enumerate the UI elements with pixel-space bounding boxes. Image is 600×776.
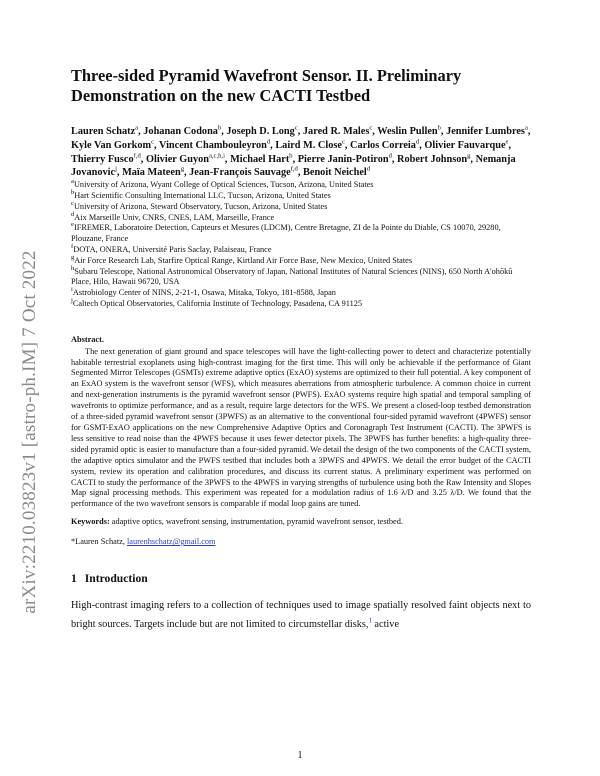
author-list: Lauren Schatz$^a$, Johanan Codona$^b$, Joseph D. Long$^c$, Jared R. Males$^c$, Weslin Pullen$^b$, Jennifer Lumbres$^a$, Kyle Van Gorkom$^c$, Vincent Chambouleyron$^d$, Laird M. Close$^c$, Carlos Correia$^d$, Olivier Fauvarque$^e$, Thierry Fusco$^{f,d}$, Olivier Guyon$^{a,c,h,i}$, Michael Hart$^b$, Pierre Janin-Potiron$^d$, Robert Johnson$^g$, Nemanja Jovanovic$^j$, Maïa Mateen$^g$, Jean-François Sauvage$^{f,d}$, Benoit Neichel$^d$ (71, 124, 531, 179)
affiliation-item (71, 191, 531, 202)
citation-link[interactable]: 1 (368, 617, 372, 625)
author-name: Olivier Fauvarque (424, 139, 506, 151)
affiliation-text: Subaru Telescope, National Astronomical Observatory of Japan, National Institutes of Natural Sciences (NINS), 650 North A'ohōkū Place, Hilo, Hawaii 96720, USA (71, 266, 513, 287)
affiliation-letter: d (71, 210, 75, 218)
author (122, 167, 184, 178)
affiliation-item (71, 288, 531, 299)
author-affiliation-marker: g (467, 152, 471, 160)
author-affiliation-marker: b (289, 152, 293, 160)
author-affiliation-marker: b (217, 124, 222, 132)
affiliation-list (71, 180, 531, 310)
author-affiliation-marker: g (180, 165, 184, 173)
keywords-label: Keywords: (71, 517, 110, 527)
correspondence (71, 537, 531, 548)
arxiv-stamp-text: arXiv:2210.03823v1 [astro-ph.IM] 7 Oct 2022 (19, 250, 40, 614)
author-name: Jennifer Lumbres (446, 126, 525, 137)
author-name: Michael Hart (230, 153, 290, 165)
affiliation-item (71, 245, 531, 256)
author-name: Jared R. Males (302, 126, 370, 137)
paper-title: Three-sided Pyramid Wavefront Sensor. II. Preliminary Demonstration on the new CACTI Testbed (71, 66, 462, 105)
author-name: Kyle Van Gorkom (71, 139, 152, 151)
author-name: Weslin Pullen (377, 126, 438, 137)
abstract (71, 335, 531, 511)
author-name: Maïa Mateen (122, 167, 181, 179)
affiliation-letter: j (71, 297, 73, 305)
author (226, 126, 297, 137)
affiliation-letter: g (71, 254, 75, 261)
intro-text-end: active (371, 618, 400, 630)
author (189, 167, 298, 178)
page-number: 1 (297, 750, 303, 761)
affiliation-text: Air Force Research Lab, Starfire Optical Range, Kirtland Air Force Base, New Mexico, United States (74, 255, 413, 265)
author-affiliation-marker: c (341, 138, 345, 146)
affiliation-letter: a (71, 178, 74, 186)
author-name: Pierre Janin-Potiron (297, 153, 389, 165)
author-name: Carlos Correia (350, 139, 416, 151)
intro-text-start: High-contrast imaging refers to a collection of techniques used to image spatially resolved faint objects next to bright sources. Targets include but are not limited to circumstellar disks, (71, 600, 531, 630)
paper-page (71, 66, 531, 634)
affiliation-text: Hart Scientific Consulting International LLC, Tucson, Arizona, United States (74, 190, 331, 200)
author (298, 154, 392, 165)
affiliation-item (71, 264, 531, 289)
affiliation-letter: f (71, 243, 74, 251)
affiliation-text: Caltech Optical Observatories, California Institute of Technology, Pasadena, CA 91125 (72, 298, 363, 308)
affiliation-letter: b (71, 189, 75, 197)
section-number: 1 (71, 572, 77, 586)
correspondence-email-link[interactable]: laurenhschatz@gmail.com (126, 537, 216, 547)
affiliation-text: Astrobiology Center of NINS, 2-21-1, Osawa, Mitaka, Tokyo, 181-8588, Japan (72, 288, 336, 298)
keywords-text: adaptive optics, wavefront sensing, instrumentation, pyramid wavefront sensor, testbed. (111, 517, 403, 527)
author-name: Benoit Neichel (303, 167, 367, 179)
author-affiliation-marker: f,d (133, 152, 141, 160)
affiliation-item (71, 256, 531, 267)
affiliation-text: University of Arizona, Wyant College of Optical Sciences, Tucson, Arizona, United States (73, 180, 374, 190)
author-affiliation-marker: c (151, 138, 155, 146)
intro-paragraph (71, 597, 531, 634)
affiliation-text: University of Arizona, Steward Observatory, Tucson, Arizona, United States (73, 201, 328, 211)
affiliation-letter: e (71, 221, 74, 229)
author (397, 154, 470, 165)
author-affiliation-marker: a,c,h,i (208, 152, 225, 160)
affiliation-letter: c (71, 200, 74, 208)
affiliation-letter: h (71, 264, 75, 272)
author-affiliation-marker: d (388, 152, 392, 160)
affiliation-letter: i (71, 286, 73, 294)
author-name: Jean-François Sauvage (189, 167, 291, 179)
correspondence-author: *Lauren Schatz, (71, 537, 125, 547)
affiliation-text: DOTA, ONERA, Université Paris Saclay, Palaiseau, France (73, 244, 272, 254)
author (71, 126, 138, 137)
author-name: Laird M. Close (275, 139, 342, 151)
author (71, 140, 154, 151)
section-heading (71, 572, 531, 585)
abstract-body: The next generation of giant ground and space telescopes will have the light-collecting power to detect and characterize potentially habitable terrestrial exoplanets using high-contrast imaging for the first time. This will only be achievable if the performance of Giant Segmented Mirror Telescopes (GSMTs) extreme adaptive optics (ExAO) systems are optimized to their full potential. A key component of an ExAO system is the wavefront sensor (WFS), which measures aberrations from atmospheric turbulence. A common choice in current and next-generation instruments is the pyramid wavefront sensor (PWFS). ExAO systems require high spatial and temporal sampling of wavefronts to optimize performance, and as a result, require large detectors for the WFS. We present a closed-loop testbed demonstration of a three-sided pyramid wavefront sensor (3PWFS) as an alternative to the conventional four-sided pyramid wavefront (4PWFS) sensor for GSMT-ExAO applications on the new Comprehensive Adaptive Optics and Coronagraph Test Instrument (CACTI). The 3PWFS is less sensitive to read noise than the 4PWFS because it uses fewer detector pixels. The 3PWFS has further benefits: a high-quality three-sided pyramid optic is easier to manufacture than a four-sided pyramid. We detail the design of the two components of the CACTI system, the adaptive optics simulator and the PWFS testbed that includes both a 3PWFS and 4PWFS. We detail the error budget of the CACTI system, review its operation and calibration procedures, and discuss its current status. A preliminary experiment was performed on CACTI to study the performance of the 3PWFS to the 4PWFS in varying strengths of turbulence using both the Raw Intensity and Slopes Map signal processing methods. This experiment was repeated for a modulation radius of 1.6 λ/D and 3.25 λ/D. We found that the performance of the two wavefront sensors is comparable if modal loop gains are tuned. (71, 346, 531, 509)
affiliation-item (71, 223, 531, 245)
author-affiliation-marker: j (115, 165, 117, 173)
affiliation-item (71, 299, 531, 310)
author-name: Nemanja Jovanovic (71, 153, 516, 179)
author (146, 154, 225, 165)
author-name: Johanan Codona (143, 126, 218, 137)
author-affiliation-marker: d (415, 138, 420, 146)
author-affiliation-marker: b (437, 124, 441, 132)
author (303, 126, 372, 137)
affiliation-item (71, 210, 531, 224)
affiliation-item (71, 202, 531, 213)
author (230, 154, 292, 165)
author-affiliation-marker: c (369, 124, 373, 132)
author-affiliation-marker: e (505, 138, 509, 146)
affiliation-text: Aix Marseille Univ, CNRS, CNES, LAM, Marseille, France (74, 212, 275, 222)
author-name: Robert Johnson (397, 153, 468, 165)
author-name: Olivier Guyon (145, 153, 209, 165)
author (303, 167, 370, 178)
author (275, 140, 345, 151)
author-affiliation-marker: c (294, 124, 298, 132)
author (377, 126, 441, 137)
author (446, 126, 528, 137)
keywords (71, 517, 531, 528)
author (71, 154, 141, 165)
author-affiliation-marker: d (266, 138, 271, 146)
author (424, 140, 508, 151)
arxiv-stamp (0, 0, 60, 776)
affiliation-item (71, 180, 531, 191)
author-affiliation-marker: a (135, 124, 139, 132)
author-name: Thierry Fusco (71, 153, 134, 165)
author-affiliation-marker: d (366, 165, 371, 173)
section-title: Introduction (84, 572, 148, 586)
author-name: Joseph D. Long (226, 126, 295, 137)
affiliation-text: IFREMER, Laboratoire Detection, Capteurs et Mesures (LDCM), Centre Bretagne, ZI de la Pointe du Diable, CS 10070, 29280, Plouzane, France (71, 223, 501, 244)
author-affiliation-marker: a (524, 124, 528, 132)
author (159, 140, 270, 151)
author-name: Lauren Schatz (71, 126, 136, 137)
author-affiliation-marker: f,d (290, 165, 298, 173)
author (143, 126, 221, 137)
author-name: Vincent Chambouleyron (159, 139, 267, 151)
author (350, 140, 419, 151)
abstract-heading: Abstract. (71, 334, 104, 344)
